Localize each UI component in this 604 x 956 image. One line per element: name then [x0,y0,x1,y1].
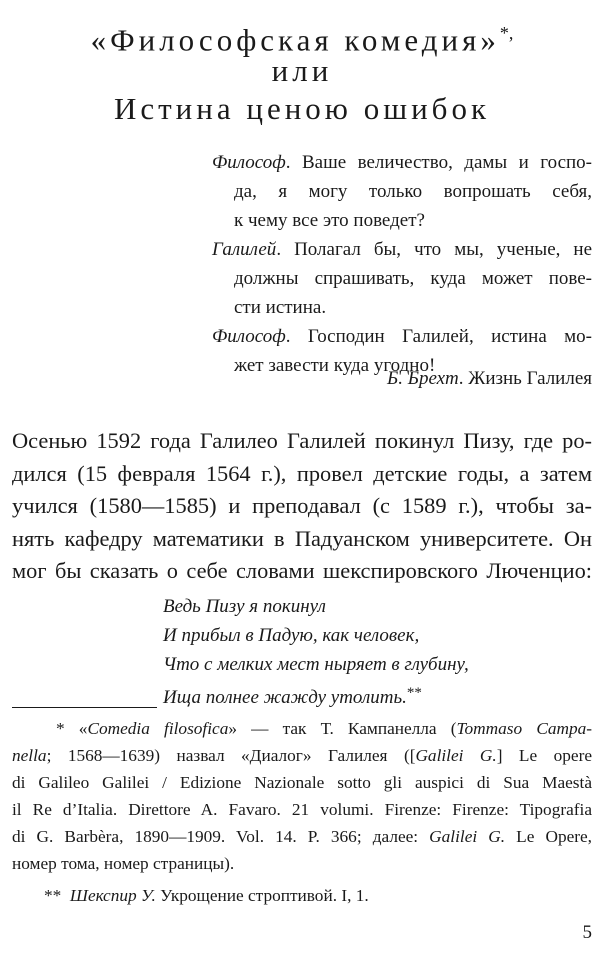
epigraph [212,148,592,380]
chapter-title-text-3: Истина ценою ошибок [113,91,491,126]
epigraph-work: . Жизнь Галилея [458,368,592,389]
footnote-1-line [12,823,592,850]
footnote-1-line [12,715,592,742]
footnote-1-segment: Tommaso Campa- [456,719,592,738]
verse-line: Ведь Пизу я покинул [163,596,326,617]
footnote-1-segment: Comedia filosofica [87,719,229,738]
epigraph-segment: . Ваше величество, дамы и госпо- [285,152,592,173]
footnote-1-line [12,769,592,796]
verse-quote [163,592,469,712]
main-paragraph [12,425,592,588]
footnote-2-text: Укрощение строптивой. I, 1. [155,886,369,905]
footnote-mark-2: ** [406,685,422,701]
epigraph-segment: Философ [212,152,286,173]
epigraph-segment: . Господин Галилей, истина мо- [285,326,592,347]
verse-line: Ища полнее жажду утолить.** [163,685,422,708]
paragraph-line: дился (15 февраля 1564 г.), провел детские годы, а затем [12,460,592,486]
epigraph-segment: к чему все это поведет? [234,210,425,231]
footnote-1-segment: Galilei G. [429,827,506,846]
footnote-divider [12,707,157,708]
footnote-1-segment: ] Le opere [496,746,592,765]
page-number: 5 [582,922,592,943]
verse-line: И прибыл в Падую, как человек, [163,625,420,646]
epigraph-line [212,293,592,322]
epigraph-line [212,264,592,293]
epigraph-line [212,206,592,235]
footnote-1-line [12,796,592,823]
epigraph-segment: Галилей [212,239,277,260]
footnote-1-segment: Galilei G. [415,746,497,765]
epigraph-segment: Философ [212,326,286,347]
epigraph-line [212,235,592,264]
footnote-1-segment: il Re d’Italia. Direttore A. Favaro. 21 volumi. Firenze: Firenze: Tipografia [12,800,592,819]
paragraph-line: мог бы сказать о себе словами шекспировского Люченцио: [12,558,592,583]
epigraph-source [387,368,592,390]
footnote-1-segment: ; 1568—1639) назвал «Диалог» Галилея ([ [46,746,416,765]
paragraph-line: Осенью 1592 года Галилео Галилей покинул Пизу, где ро- [12,428,592,453]
footnote-2-author: Шекспир У. [69,886,156,905]
epigraph-segment: сти истина. [234,297,327,318]
footnote-1-segment: nella [12,746,47,765]
chapter-title-text-1: «Философская комедия» [90,22,500,58]
footnote-1-segment: » — так Т. Кампанелла ( [228,719,457,738]
verse-line: Что с мелких мест ныряет в глубину, [163,654,469,675]
epigraph-author: Б. Брехт [387,368,459,389]
footnote-2-mark: ** [44,886,62,905]
footnote-2 [44,882,604,909]
footnote-1-segment: * « [56,719,88,738]
chapter-title-text-2: или [271,53,333,88]
epigraph-line [212,177,592,206]
footnote-1 [12,715,592,877]
paragraph-line: нять кафедру математики в Падуанском университете. Он [12,525,592,551]
footnote-mark-1: *, [499,23,514,43]
chapter-title-line-3 [0,90,604,128]
footnote-1-segment: di Galileo Galilei / Edizione Nazionale sotto gli auspici di Sua Maestà [12,773,592,792]
chapter-title-line-2 [0,52,604,90]
footnote-1-segment: di G. Barbèra, 1890—1909. Vol. 14. P. 366; далее: [12,827,430,846]
paragraph-line: учился (1580—1585) и преподавал (с 1589 г.), чтобы за- [12,493,592,518]
epigraph-line [212,148,592,177]
epigraph-segment: жет завести куда угодно! [234,355,436,376]
footnote-1-segment: Le Opere, [505,827,592,846]
epigraph-segment: да, я могу только вопрошать себя, [234,181,592,202]
footnote-1-line [12,850,592,877]
epigraph-line [212,322,592,351]
footnote-1-segment: номер тома, номер страницы). [12,854,235,873]
footnote-1-line [12,742,592,769]
epigraph-segment: должны спрашивать, куда может пове- [234,268,592,289]
epigraph-segment: . Полагал бы, что мы, ученые, не [276,239,592,260]
